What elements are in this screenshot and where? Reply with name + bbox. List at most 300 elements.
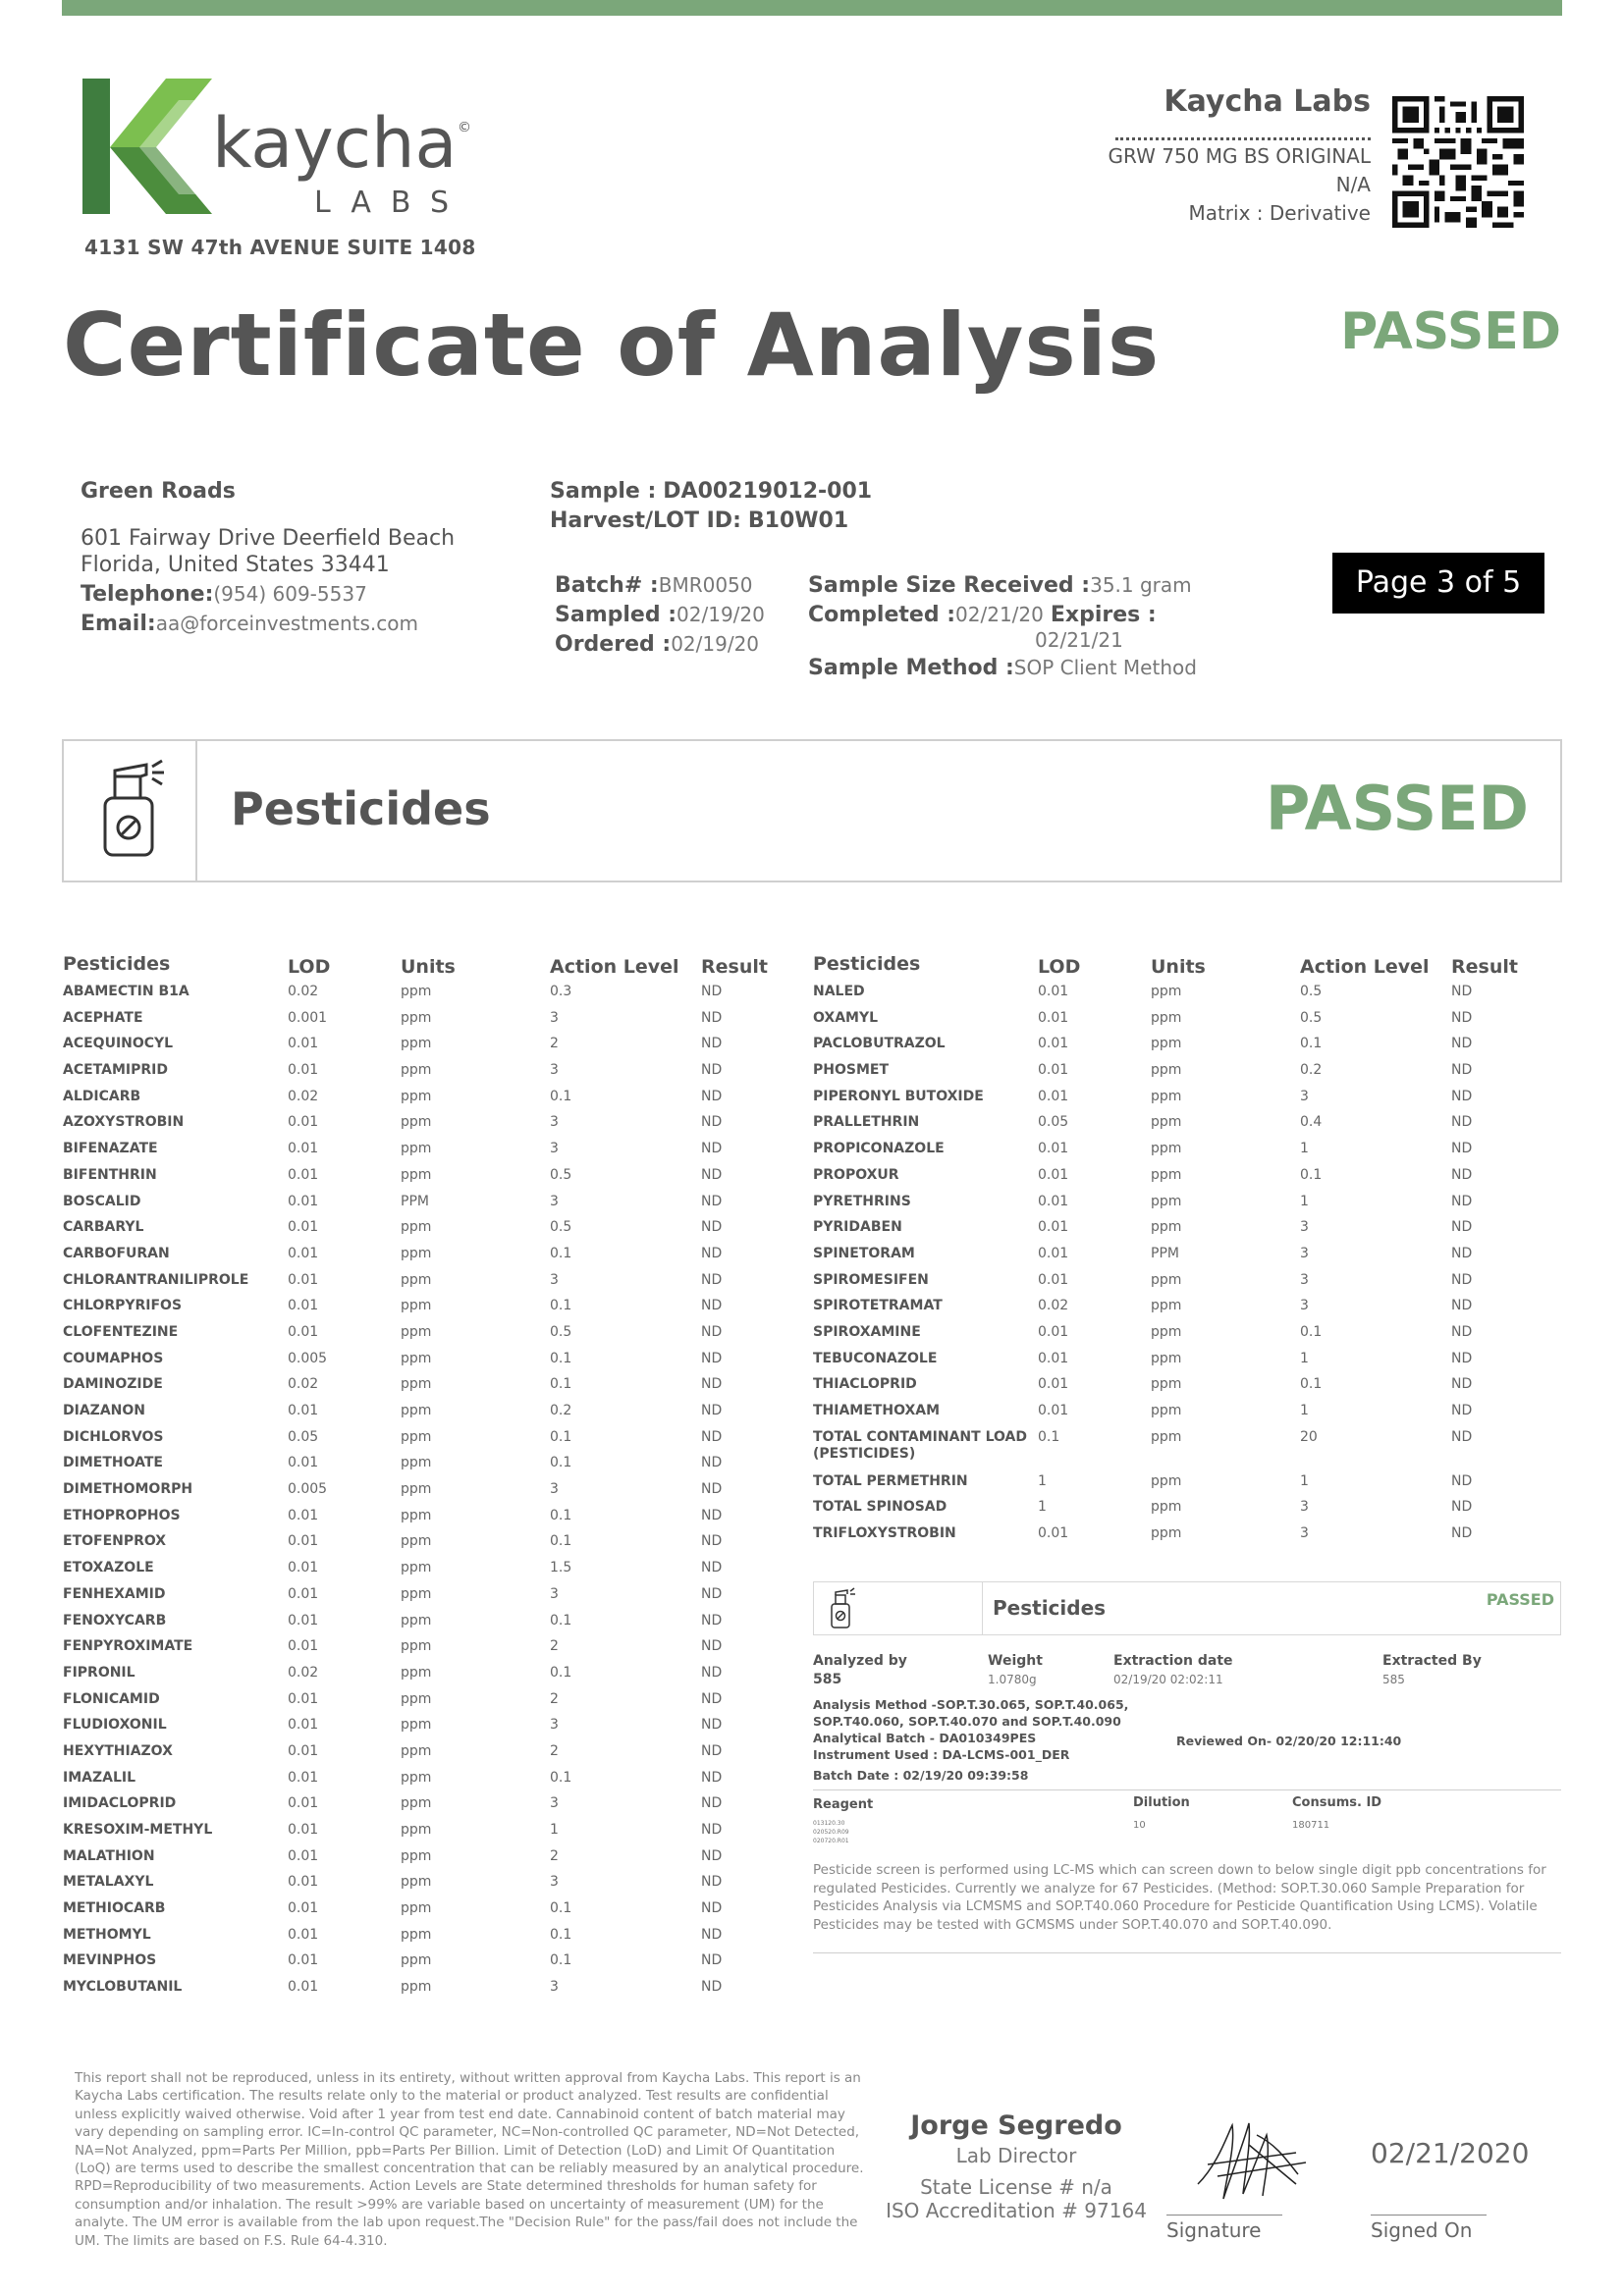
lod-value: 0.01: [1038, 1245, 1069, 1261]
result-value: ND: [1451, 1376, 1473, 1393]
result-value: ND: [1451, 1193, 1473, 1209]
units-value: ppm: [401, 1428, 432, 1445]
pesticide-name: METHOMYL: [63, 1926, 151, 1943]
table-row: [813, 1324, 1543, 1351]
action-level-value: 0.1: [550, 1298, 572, 1314]
units-value: ppm: [401, 1979, 432, 1996]
units-value: ppm: [401, 1298, 432, 1314]
pesticide-name: ACEPHATE: [63, 1009, 143, 1026]
pesticide-name: ETOXAZOLE: [63, 1560, 154, 1576]
action-level-value: 3: [550, 1585, 559, 1602]
units-value: ppm: [401, 1690, 432, 1707]
units-value: ppm: [1151, 1271, 1182, 1288]
table-row: [63, 1691, 793, 1718]
table-row: [63, 1429, 793, 1456]
signer-name: Jorge Segredo: [910, 2110, 1122, 2141]
telephone-value: (954) 609-5537: [213, 582, 367, 606]
result-value: ND: [701, 1009, 723, 1026]
action-level-value: 1: [1300, 1193, 1309, 1209]
signature-image: [1188, 2106, 1316, 2214]
signed-on-label: Signed On: [1371, 2218, 1473, 2242]
result-value: ND: [701, 1376, 723, 1393]
action-level-value: 0.5: [1300, 1009, 1323, 1026]
lod-value: 0.01: [288, 1638, 319, 1655]
result-value: ND: [1451, 1009, 1473, 1026]
result-value: ND: [1451, 1088, 1473, 1104]
table-row: [813, 1010, 1543, 1037]
expires-date: 02/21/21: [1035, 628, 1123, 652]
result-value: ND: [701, 1585, 723, 1602]
result-value: ND: [701, 1847, 723, 1864]
result-value: ND: [701, 1742, 723, 1759]
lod-value: 0.01: [288, 1585, 319, 1602]
top-accent-bar: [62, 0, 1562, 16]
lod-value: 0.01: [1038, 1062, 1069, 1079]
lod-value: 0.01: [288, 1062, 319, 1079]
action-level-value: 0.1: [550, 1376, 572, 1393]
lod-value: 0.01: [288, 1926, 319, 1943]
units-value: ppm: [401, 1952, 432, 1969]
units-value: ppm: [401, 1219, 432, 1236]
units-value: ppm: [401, 984, 432, 999]
consums-id-label: Consums. ID: [1292, 1795, 1382, 1810]
client-telephone: [81, 582, 367, 607]
table-row: [63, 984, 793, 1010]
lod-value: 0.01: [288, 1900, 319, 1917]
pesticide-name: BOSCALID: [63, 1193, 141, 1209]
table-row: [813, 1376, 1543, 1403]
units-value: ppm: [1151, 1403, 1182, 1418]
result-value: ND: [701, 1795, 723, 1812]
result-value: ND: [701, 1612, 723, 1629]
table-row: [813, 1219, 1543, 1246]
result-value: ND: [701, 1271, 723, 1288]
lod-value: 0.01: [1038, 1271, 1069, 1288]
pesticide-name: PROPOXUR: [813, 1166, 899, 1183]
result-value: ND: [701, 1193, 723, 1209]
table-row: [63, 1298, 793, 1324]
action-level-value: 0.1: [1300, 1166, 1323, 1183]
table-row: [63, 1638, 793, 1665]
result-value: ND: [701, 1507, 723, 1523]
units-value: ppm: [401, 1455, 432, 1471]
pesticide-name: ETHOPROPHOS: [63, 1507, 181, 1523]
pesticide-name: FENHEXAMID: [63, 1585, 166, 1602]
lod-value: 0.01: [288, 1533, 319, 1550]
pesticide-name: IMIDACLOPRID: [63, 1795, 177, 1812]
action-level-value: 20: [1300, 1428, 1318, 1445]
analysis-details-header: [813, 1581, 1561, 1635]
pesticide-name: ACETAMIPRID: [63, 1062, 168, 1079]
lab-name: Kaycha Labs: [1164, 84, 1371, 119]
result-value: ND: [701, 1036, 723, 1052]
divider: [813, 1789, 1561, 1790]
lod-value: 0.01: [288, 1612, 319, 1629]
result-value: ND: [701, 1979, 723, 1996]
table-row: [813, 1272, 1543, 1299]
action-level-value: 3: [1300, 1298, 1309, 1314]
document-title: Certificate of Analysis: [63, 294, 1161, 396]
units-value: ppm: [401, 1900, 432, 1917]
pesticide-name: CLOFENTEZINE: [63, 1323, 179, 1340]
lod-value: 0.05: [1038, 1114, 1069, 1131]
pesticide-name: THIACLOPRID: [813, 1376, 917, 1393]
lod-value: 0.05: [288, 1428, 319, 1445]
pesticide-name: PYRIDABEN: [813, 1219, 902, 1236]
result-value: ND: [701, 1690, 723, 1707]
result-value: ND: [701, 1455, 723, 1471]
units-value: ppm: [401, 1088, 432, 1104]
units-value: ppm: [401, 1717, 432, 1734]
result-value: ND: [701, 1088, 723, 1104]
pesticide-name: CHLORPYRIFOS: [63, 1298, 183, 1314]
pesticide-name: IMAZALIL: [63, 1769, 136, 1786]
lod-value: 0.01: [288, 1141, 319, 1157]
action-level-value: 0.5: [550, 1323, 572, 1340]
lod-value: 0.01: [1038, 1141, 1069, 1157]
action-level-value: 3: [1300, 1088, 1309, 1104]
pesticide-name: CARBOFURAN: [63, 1245, 170, 1261]
result-value: ND: [1451, 1062, 1473, 1079]
result-value: ND: [701, 1560, 723, 1576]
result-value: ND: [701, 1141, 723, 1157]
reagent-1: 013120.30: [813, 1820, 845, 1827]
pesticide-name: BIFENTHRIN: [63, 1166, 157, 1183]
col-result: Result: [1451, 956, 1518, 978]
signature-line: [1166, 2215, 1282, 2216]
result-value: ND: [1451, 1403, 1473, 1418]
units-value: ppm: [401, 1795, 432, 1812]
weight-label: Weight: [988, 1653, 1043, 1669]
lod-value: 0.01: [288, 1166, 319, 1183]
units-value: ppm: [401, 1822, 432, 1838]
action-level-value: 2: [550, 1847, 559, 1864]
pesticide-name: HEXYTHIAZOX: [63, 1742, 173, 1759]
units-value: ppm: [401, 1036, 432, 1052]
sampled-line: [555, 603, 765, 627]
units-value: ppm: [1151, 1088, 1182, 1104]
table-row: [63, 1167, 793, 1194]
action-level-value: 0.1: [550, 1664, 572, 1681]
lod-value: 0.01: [288, 1403, 319, 1418]
action-level-value: 3: [550, 1979, 559, 1996]
units-value: ppm: [1151, 1525, 1182, 1542]
action-level-value: 0.1: [550, 1428, 572, 1445]
col-lod: LOD: [288, 956, 331, 978]
units-value: ppm: [401, 1166, 432, 1183]
units-value: ppm: [401, 1612, 432, 1629]
table-row: [63, 1848, 793, 1875]
action-level-value: 2: [550, 1638, 559, 1655]
action-level-value: 0.5: [550, 1166, 572, 1183]
table-row: [813, 1351, 1543, 1377]
client-address2: Florida, United States 33441: [81, 553, 390, 577]
pesticide-name: SPIROTETRAMAT: [813, 1298, 943, 1314]
lod-value: 0.01: [288, 1717, 319, 1734]
telephone-label: Telephone:: [81, 582, 214, 607]
table-row: [63, 1376, 793, 1403]
overall-status: PASSED: [1340, 302, 1561, 361]
dotted-divider: [1115, 137, 1371, 140]
result-value: ND: [701, 1219, 723, 1236]
units-value: ppm: [1151, 1376, 1182, 1393]
email-value: aa@forceinvestments.com: [155, 612, 418, 635]
sampled-value: 02/19/20: [677, 603, 765, 626]
units-value: ppm: [401, 1376, 432, 1393]
action-level-value: 0.1: [550, 1455, 572, 1471]
lod-value: 0.01: [1038, 1036, 1069, 1052]
action-level-value: 1: [1300, 1141, 1309, 1157]
result-value: ND: [1451, 1499, 1473, 1516]
result-value: ND: [701, 1298, 723, 1314]
sample-id: DA00219012-001: [663, 479, 873, 504]
email-label: Email:: [81, 612, 156, 636]
extracted-by-label: Extracted By: [1382, 1653, 1482, 1669]
sample-method-value: SOP Client Method: [1013, 656, 1197, 679]
logo-text: kaycha: [212, 103, 458, 184]
pesticide-name: DAMINOZIDE: [63, 1376, 163, 1393]
result-value: ND: [1451, 984, 1473, 999]
units-value: ppm: [1151, 1219, 1182, 1236]
table-row: [813, 1141, 1543, 1167]
action-level-value: 3: [550, 1141, 559, 1157]
action-level-value: 3: [550, 1271, 559, 1288]
lod-value: 0.01: [1038, 1088, 1069, 1104]
pesticide-name: SPIROXAMINE: [813, 1323, 921, 1340]
result-value: ND: [1451, 1141, 1473, 1157]
lod-value: 0.01: [288, 1822, 319, 1838]
table-row: [813, 1089, 1543, 1115]
lod-value: 0.01: [1038, 1376, 1069, 1393]
pesticide-name: TOTAL PERMETHRIN: [813, 1472, 968, 1489]
col-units: Units: [401, 956, 456, 978]
units-value: ppm: [401, 1926, 432, 1943]
sample-size-line: [808, 573, 1192, 598]
table-row: [813, 1403, 1543, 1429]
pesticide-name: COUMAPHOS: [63, 1350, 164, 1366]
action-level-value: 1: [1300, 1403, 1309, 1418]
lod-value: 0.01: [1038, 1193, 1069, 1209]
lod-value: 0.01: [1038, 1166, 1069, 1183]
harvest-id: B10W01: [747, 508, 849, 533]
pesticide-name: NALED: [813, 984, 865, 999]
action-level-value: 3: [1300, 1525, 1309, 1542]
result-value: ND: [701, 1403, 723, 1418]
instrument-used: Instrument Used : DA-LCMS-001_DER: [813, 1747, 1070, 1762]
pesticide-name: ALDICARB: [63, 1088, 141, 1104]
sample-method-line: [808, 656, 1197, 680]
table-row: [63, 1533, 793, 1560]
pesticide-name: TOTAL CONTAMINANT LOAD (PESTICIDES): [813, 1428, 1027, 1462]
table-row: [63, 1272, 793, 1299]
action-level-value: 0.1: [1300, 1376, 1323, 1393]
section-title: Pesticides: [231, 782, 491, 835]
table-row: [813, 1525, 1543, 1552]
pesticide-name: THIAMETHOXAM: [813, 1403, 941, 1418]
units-value: ppm: [401, 1323, 432, 1340]
lod-value: 1: [1038, 1472, 1047, 1489]
table-row: [63, 1900, 793, 1927]
table-row: [63, 1141, 793, 1167]
signed-date: 02/21/2020: [1371, 2137, 1530, 2169]
action-level-value: 3: [1300, 1219, 1309, 1236]
units-value: ppm: [1151, 1298, 1182, 1314]
result-value: ND: [1451, 1298, 1473, 1314]
result-value: ND: [701, 1638, 723, 1655]
table-row: [63, 1743, 793, 1770]
result-value: ND: [701, 1350, 723, 1366]
action-level-value: 0.5: [550, 1219, 572, 1236]
lod-value: 0.01: [1038, 1323, 1069, 1340]
table-row: [63, 1036, 793, 1062]
table-row: [63, 1508, 793, 1534]
expires-value: [1035, 628, 1123, 653]
pesticide-name: FLONICAMID: [63, 1690, 160, 1707]
sample-id-line: [550, 479, 872, 504]
table-row: [63, 1089, 793, 1115]
action-level-value: 0.2: [550, 1403, 572, 1418]
action-level-value: 0.1: [550, 1769, 572, 1786]
pesticide-name: KRESOXIM-METHYL: [63, 1822, 213, 1838]
col-action-level: Action Level: [1300, 956, 1430, 978]
sample-label: Sample :: [550, 479, 657, 504]
lod-value: 0.01: [1038, 1009, 1069, 1026]
pesticide-name: AZOXYSTROBIN: [63, 1114, 185, 1131]
lod-value: 0.01: [288, 1271, 319, 1288]
lod-value: 0.01: [288, 1219, 319, 1236]
units-value: ppm: [401, 1403, 432, 1418]
extraction-date-label: Extraction date: [1113, 1653, 1233, 1669]
spray-bottle-icon: [64, 741, 197, 881]
pesticide-name: TEBUCONAZOLE: [813, 1350, 938, 1366]
units-value: ppm: [401, 1560, 432, 1576]
analysis-details: [813, 1581, 1561, 1933]
pesticide-name: FIPRONIL: [63, 1664, 135, 1681]
pesticide-name: SPINETORAM: [813, 1245, 915, 1261]
action-level-value: 3: [550, 1874, 559, 1891]
action-level-value: 3: [550, 1795, 559, 1812]
pesticide-name: PACLOBUTRAZOL: [813, 1036, 946, 1052]
table-row: [63, 1770, 793, 1796]
table-row: [63, 1717, 793, 1743]
pesticide-name: DIMETHOATE: [63, 1455, 163, 1471]
action-level-value: 0.3: [550, 984, 572, 999]
action-level-value: 0.1: [550, 1900, 572, 1917]
lod-value: 0.01: [288, 1742, 319, 1759]
col-lod: LOD: [1038, 956, 1081, 978]
units-value: ppm: [401, 1874, 432, 1891]
action-level-value: 3: [1300, 1245, 1309, 1261]
sample-size-value: 35.1 gram: [1090, 573, 1192, 597]
result-value: ND: [701, 1717, 723, 1734]
action-level-value: 1: [1300, 1350, 1309, 1366]
batch-line: [555, 573, 753, 598]
logo-subtext: LABS: [314, 186, 469, 220]
consums-id: 180711: [1292, 1820, 1330, 1831]
table-row: [63, 1219, 793, 1246]
table-row: [63, 1927, 793, 1953]
units-value: ppm: [401, 1585, 432, 1602]
page-indicator: Page 3 of 5: [1332, 553, 1544, 614]
signed-on-line: [1371, 2215, 1487, 2216]
iso-accreditation: ISO Accreditation # 97164: [886, 2199, 1147, 2222]
result-value: ND: [1451, 1271, 1473, 1288]
action-level-value: 2: [550, 1690, 559, 1707]
table-row: [813, 1062, 1543, 1089]
result-value: ND: [701, 1245, 723, 1261]
result-value: ND: [1451, 1036, 1473, 1052]
lod-value: 0.01: [288, 1036, 319, 1052]
pesticide-name: DIMETHOMORPH: [63, 1481, 193, 1498]
pesticide-name: PIPERONYL BUTOXIDE: [813, 1088, 984, 1104]
action-level-value: 0.1: [550, 1612, 572, 1629]
table-row: [63, 1351, 793, 1377]
table-row: [63, 1010, 793, 1037]
analyzed-by: 585: [813, 1672, 842, 1687]
table-row: [63, 1979, 793, 2005]
units-value: ppm: [1151, 1193, 1182, 1209]
units-value: ppm: [1151, 1009, 1182, 1026]
lod-value: 0.01: [1038, 984, 1069, 999]
pesticide-name: PHOSMET: [813, 1062, 890, 1079]
col-action-level: Action Level: [550, 956, 679, 978]
sample-size-label: Sample Size Received :: [808, 573, 1091, 598]
pesticide-name: OXAMYL: [813, 1009, 879, 1026]
units-value: ppm: [401, 1271, 432, 1288]
lod-value: 0.02: [288, 1376, 319, 1393]
result-value: ND: [701, 1481, 723, 1498]
result-value: ND: [701, 1323, 723, 1340]
action-level-value: 3: [550, 1717, 559, 1734]
action-level-value: 3: [550, 1193, 559, 1209]
result-value: ND: [701, 1428, 723, 1445]
batch-label: Batch# :: [555, 573, 659, 598]
table-row: [63, 1246, 793, 1272]
result-value: ND: [701, 1822, 723, 1838]
reagent-2: 020520.R09: [813, 1829, 849, 1836]
pesticides-section-header: [62, 739, 1562, 882]
units-value: ppm: [401, 1245, 432, 1261]
result-value: ND: [701, 1769, 723, 1786]
harvest-line: [550, 508, 848, 533]
units-value: ppm: [1151, 1036, 1182, 1052]
pesticide-name: METHIOCARB: [63, 1900, 166, 1917]
action-level-value: 0.1: [1300, 1323, 1323, 1340]
reagent-label: Reagent: [813, 1797, 874, 1812]
lod-value: 0.02: [288, 984, 319, 999]
pesticide-name: FENOXYCARB: [63, 1612, 167, 1629]
table-row: [63, 1481, 793, 1508]
lod-value: 0.01: [288, 1298, 319, 1314]
completed-value: 02/21/20: [955, 603, 1044, 626]
dilution-label: Dilution: [1133, 1795, 1190, 1810]
lod-value: 0.01: [288, 1455, 319, 1471]
lod-value: 0.01: [288, 1690, 319, 1707]
col-pesticides: Pesticides: [813, 953, 921, 975]
lod-value: 0.01: [288, 1874, 319, 1891]
units-value: ppm: [1151, 1499, 1182, 1516]
table-row: [63, 1795, 793, 1822]
units-value: ppm: [401, 1141, 432, 1157]
pesticide-name: SPIROMESIFEN: [813, 1271, 929, 1288]
lod-value: 0.01: [1038, 1403, 1069, 1418]
table-row: [813, 1114, 1543, 1141]
units-value: ppm: [401, 1742, 432, 1759]
reagent-3: 020720.R01: [813, 1838, 849, 1844]
result-value: ND: [1451, 1350, 1473, 1366]
units-value: PPM: [1151, 1245, 1179, 1261]
action-level-value: 3: [550, 1009, 559, 1026]
